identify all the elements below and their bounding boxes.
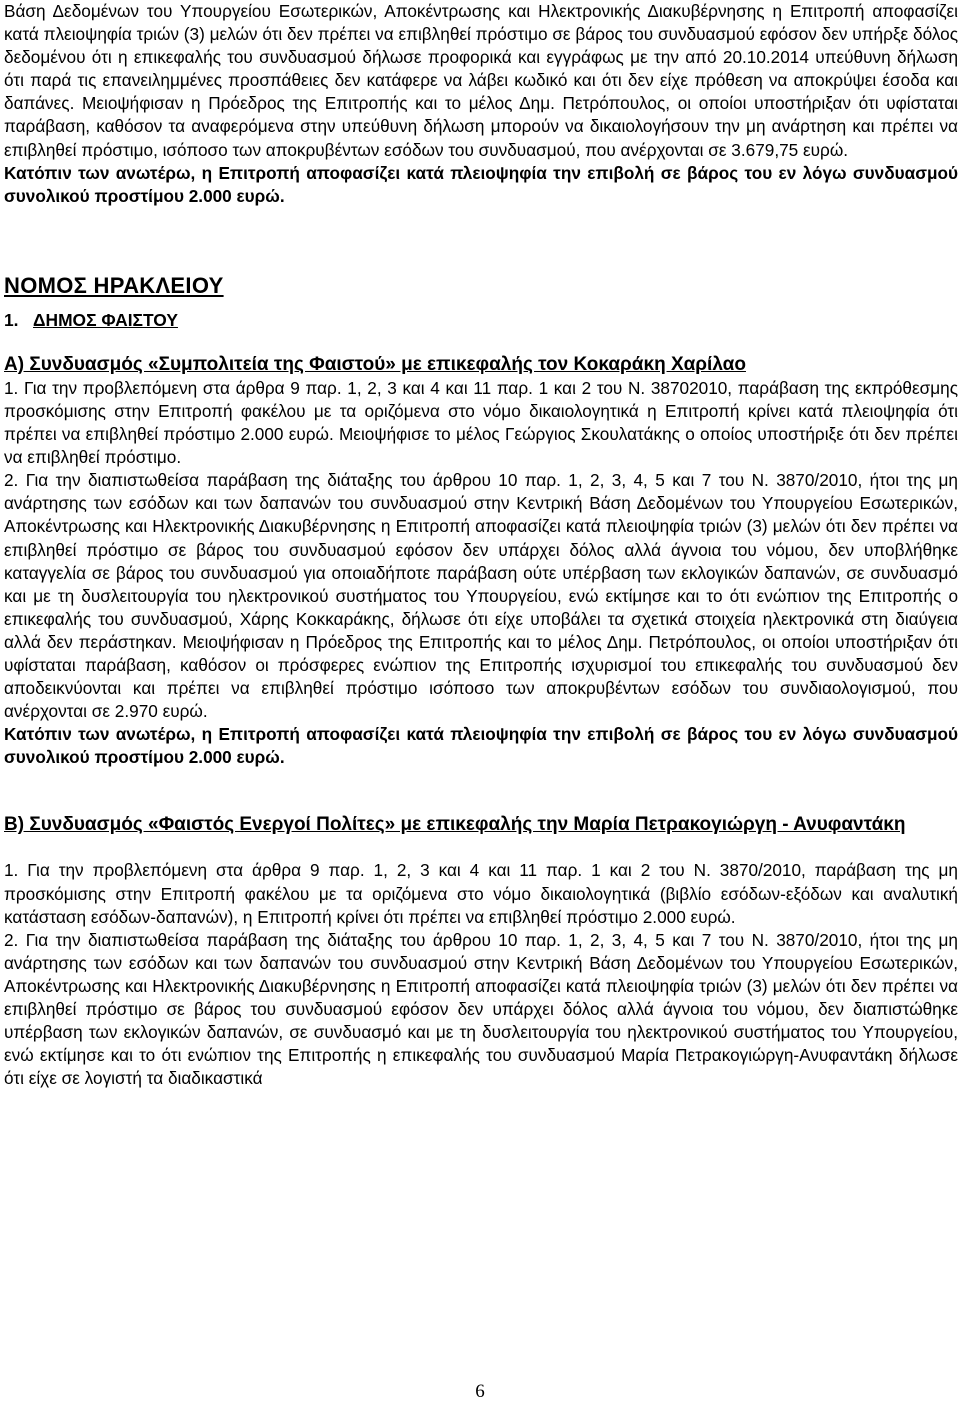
spacer <box>4 769 958 812</box>
section-a-decision: Κατόπιν των ανωτέρω, η Επιτροπή αποφασίζει κατά πλειοψηφία την επιβολή σε βάρος του εν λόγω συνδυασμού συνολικού προστίμου 2.000 ευρώ. <box>4 724 958 768</box>
intro-paragraph: Βάση Δεδομένων του Υπουργείου Εσωτερικών, Αποκέντρωσης και Ηλεκτρονικής Διακυβέρνησης η Επιτροπή αποφασίζει κατά πλειοψηφία τριών (3) μελών ότι δεν πρέπει να επιβληθεί πρόστιμο σε βάρος του συνδυασμού εφόσον δεν υπήρξε δόλος δεδομένου ότι η επικεφαλής του συνδυασμού δήλωσε προφορικά και εγγράφως με την από 20.10.2014 υπεύθυνη δήλωση ότι παρά τις επανειλημμένες προσπάθειες δεν κατάφερε να λάβει κωδικό και ότι δεν είχε πρόθεση να αποκρύψει έσοδα και δαπάνες. Μειοψήφισαν η Πρόεδρος της Επιτροπής και το μέλος Δημ. Πετρόπουλος, οι οποίοι υποστήριξαν ότι υφίσταται παράβαση, καθόσον τα αναφερόμενα στην υπεύθυνη δήλωση μπορούν να δικαιολογήσουν την μη ανάρτηση και πρέπει να επιβληθεί πρόστιμο, ισόποσο των αποκρυβέντων εσόδων του συνδυασμού, που ανέρχονται σε 3.679,75 ευρώ. <box>4 1 958 160</box>
page-number: 6 <box>475 1381 485 1402</box>
document-page <box>4 0 958 1090</box>
section-b-item-1: 1. Για την προβλεπόμενη στα άρθρα 9 παρ. 1, 2, 3 και 4 και 11 παρ. 1 και 2 του Ν. 3870/2010, παράβαση της μη προσκόμισης στην Επιτροπή φακέλου με τα οριζόμενα στο νόμο δικαιολογητικά (βιβλίο εσόδων-εξόδων και αναλυτική κατάσταση εσόδων-δαπανών), η Επιτροπή κρίνει ότι πρέπει να επιβληθεί πρόστιμο 2.000 ευρώ. <box>4 860 958 927</box>
section-a-item-1: 1. Για την προβλεπόμενη στα άρθρα 9 παρ. 1, 2, 3 και 4 και 11 παρ. 1 και 2 του Ν. 38702010, παράβαση της εκπρόθεσμης προσκόμισης στην Επιτροπή φακέλου με τα οριζόμενα στο νόμο δικαιολογητικά η Επιτροπή κρίνει κατά πλειοψηφία ότι πρέπει να επιβληθεί πρόστιμο 2.000 ευρώ. Μειοψήφισε το μέλος Γεώργιος Σκουλατάκης ο οποίος υποστήριξε ότι δεν πρέπει να επιβληθεί πρόστιμο. <box>4 377 958 468</box>
section-a-item-2: 2. Για την διαπιστωθείσα παράβαση της διάταξης του άρθρου 10 παρ. 1, 2, 3, 4, 5 και 7 του Ν. 3870/2010, ήτοι της μη ανάρτησης των εσόδων και των δαπανών του συνδυασμού στην Κεντρική Βάση Δεδομένων του Υπουργείου Εσωτερικών, Αποκέντρωσης και Ηλεκτρονικής Διακυβέρνησης η Επιτροπή αποφασίζει κατά πλειοψηφία τριών (3) μελών ότι δεν πρέπει να επιβληθεί πρόστιμο σε βάρος του συνδυασμού εφόσον δεν υπάρχει δόλος αλλά άγνοια του νόμου, δεν υποβλήθηκε καταγγελία σε βάρος του συνδυασμού για οποιαδήποτε παράβαση ούτε υπέρβαση των εκλογικών δαπανών, σε συνδυασμό και με τη δυσλειτουργία του ηλεκτρονικού συστήματος του Υπουργείου, ενώ εκτίμησε και το ότι ενώπιον της Επιτροπής ο επικεφαλής του συνδυασμού, Χάρης Κοκκαράκης, δήλωσε ότι είχε υποβάλει τα σχετικά στοιχεία ηλεκτρονικά στη διαύγεια αλλά δεν περάστηκαν. Μειοψήφισαν η Πρόεδρος της Επιτροπής και το μέλος Δημ. Πετρόπουλος, οι οποίοι υποστήριξαν ότι υφίσταται παράβαση, καθόσον οι πρόσφερες ενώπιον της Επιτροπής ισχυρισμοί του επικεφαλής του συνδυασμού δεν αποδεικνύονται και πρέπει να επιβληθεί πρόστιμο ισόποσο των αποκρυβέντων εσόδων του συνδιαολογισμού, που ανέρχονται σε 2.970 ευρώ. <box>4 470 958 722</box>
section-b-heading: Β) Συνδυασμός «Φαιστός Ενεργοί Πολίτες» με επικεφαλής την Μαρία Πετρακογιώργη - Ανυφαντάκη <box>4 814 906 836</box>
spacer <box>4 301 958 309</box>
intro-decision: Κατόπιν των ανωτέρω, η Επιτροπή αποφασίζει κατά πλειοψηφία την επιβολή σε βάρος του εν λόγω συνδυασμού συνολικού προστίμου 2.000 ευρώ. <box>4 162 958 206</box>
section-b-item-2: 2. Για την διαπιστωθείσα παράβαση της διάταξης του άρθρου 10 παρ. 1, 2, 3, 4, 5 και 7 του Ν. 3870/2010, ήτοι της μη ανάρτησης των εσόδων και των δαπανών του συνδυασμού στην Κεντρική Βάση Δεδομένων του Υπουργείου Εσωτερικών, Αποκέντρωσης και Ηλεκτρονικής Διακυβέρνησης η Επιτροπή αποφασίζει κατά πλειοψηφία τριών (3) μελών ότι δεν πρέπει να επιβληθεί πρόστιμο σε βάρος του συνδυασμού εφόσον δεν υπάρχει δόλος αλλά άγνοια του νόμου, δεν διαπιστώθηκε υπέρβαση των εκλογικών δαπανών, σε συνδυασμό και με τη δυσλειτουργία του ηλεκτρονικού συστήματος του Υπουργείου, ενώ εκτίμησε και το ότι ενώπιον της Επιτροπής η επικεφαλής του συνδυασμού Μαρία Πετρακογιώργη-Ανυφαντάκη δήλωσε ότι είχε σε λογιστή τα διαδικαστικά <box>4 929 958 1089</box>
municipality-number: 1. <box>4 309 19 330</box>
municipality-name: ΔΗΜΟΣ ΦΑΙΣΤΟΥ <box>33 309 178 330</box>
spacer <box>4 837 958 859</box>
municipality-heading <box>4 309 958 332</box>
prefecture-title: ΝΟΜΟΣ ΗΡΑΚΛΕΙΟΥ <box>4 272 224 298</box>
section-a-heading: Α) Συνδυασμός «Συμπολιτεία της Φαιστού» με επικεφαλής τον Κοκαράκη Χαρίλαο <box>4 353 746 375</box>
spacer <box>4 332 958 352</box>
spacer <box>4 208 958 271</box>
